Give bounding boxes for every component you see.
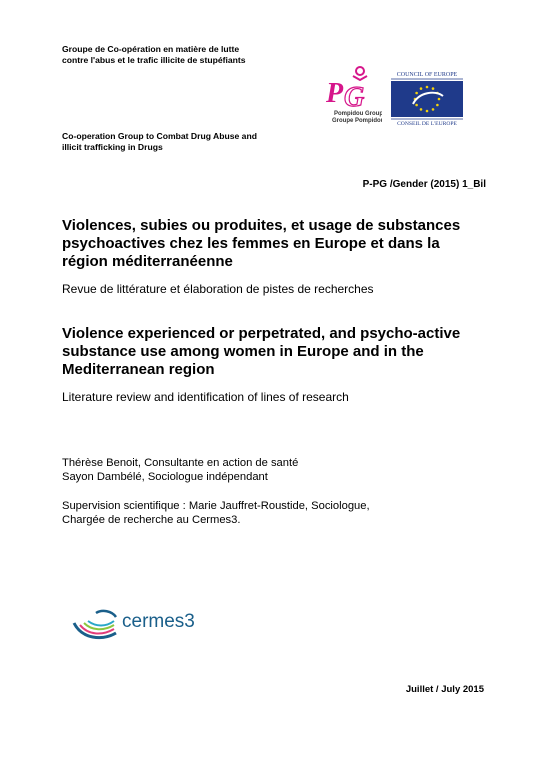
subtitle-english: Literature review and identification of lines of research [62,390,349,404]
pompidou-logo-graphic [320,64,382,126]
title-french-line-3: région méditerranéenne [62,253,233,270]
header-french [62,44,302,65]
cermes3-logo-graphic [72,605,242,649]
header-english-line-1: Co-operation Group to Combat Drug Abuse and [62,131,257,141]
coe-star-icon [426,86,429,89]
supervision-line-1: Supervision scientifique : Marie Jauffret-Roustide, Sociologue, [62,500,370,512]
coe-star-icon [438,98,441,101]
header-english [62,131,302,152]
header-french-line-1: Groupe de Co-opération en matière de lutte [62,44,240,54]
pompidou-group-logo [320,64,382,126]
coe-star-icon [415,104,418,107]
document-reference: P-PG /Gender (2015) 1_Bil [362,179,486,190]
title-english-line-2: substance use among women in Europe and in the [62,343,424,360]
title-french-line-1: Violences, subies ou produites, et usage de substances [62,217,461,234]
subtitle-french: Revue de littérature et élaboration de pistes de recherches [62,282,374,296]
author-1: Thérèse Benoit, Consultante en action de santé [62,457,299,469]
svg-text:G: G [344,82,365,113]
coe-star-icon [436,104,439,107]
coe-star-icon [420,108,423,111]
cermes3-logo [72,605,242,649]
header-english-line-2: illicit trafficking in Drugs [62,141,163,152]
title-french [62,217,482,271]
publication-date: Juillet / July 2015 [405,684,484,695]
header-french-line-2: contre l'abus et le trafic illicite de stupéfiants [62,54,246,65]
title-english-line-1: Violence experienced or perpetrated, and psycho-active [62,325,461,342]
title-english [62,325,482,379]
pompidou-logo-text-2: Groupe Pompidou [332,118,382,124]
title-english-line-3: Mediterranean region [62,361,215,378]
coe-logo-graphic [391,70,463,126]
coe-star-icon [432,108,435,111]
author-2: Sayon Dambélé, Sociologue indépendant [62,470,268,483]
coe-star-icon [415,92,418,95]
coe-star-icon [426,110,429,113]
coe-star-icon [432,87,435,90]
coe-logo-bottom-text: CONSEIL DE L'EUROPE [397,121,457,126]
cermes3-logo-text: cermes3 [122,611,195,632]
authors [62,457,462,484]
supervision [62,500,462,527]
svg-text:P: P [326,78,344,109]
supervision-line-2: Chargée de recherche au Cermes3. [62,513,241,526]
title-french-line-2: psychoactives chez les femmes en Europe et dans la [62,235,440,252]
coe-star-icon [420,87,423,90]
pompidou-logo-text-1: Pompidou Group [334,111,382,117]
council-of-europe-logo [391,70,463,126]
coe-logo-top-text: COUNCIL OF EUROPE [396,72,458,78]
